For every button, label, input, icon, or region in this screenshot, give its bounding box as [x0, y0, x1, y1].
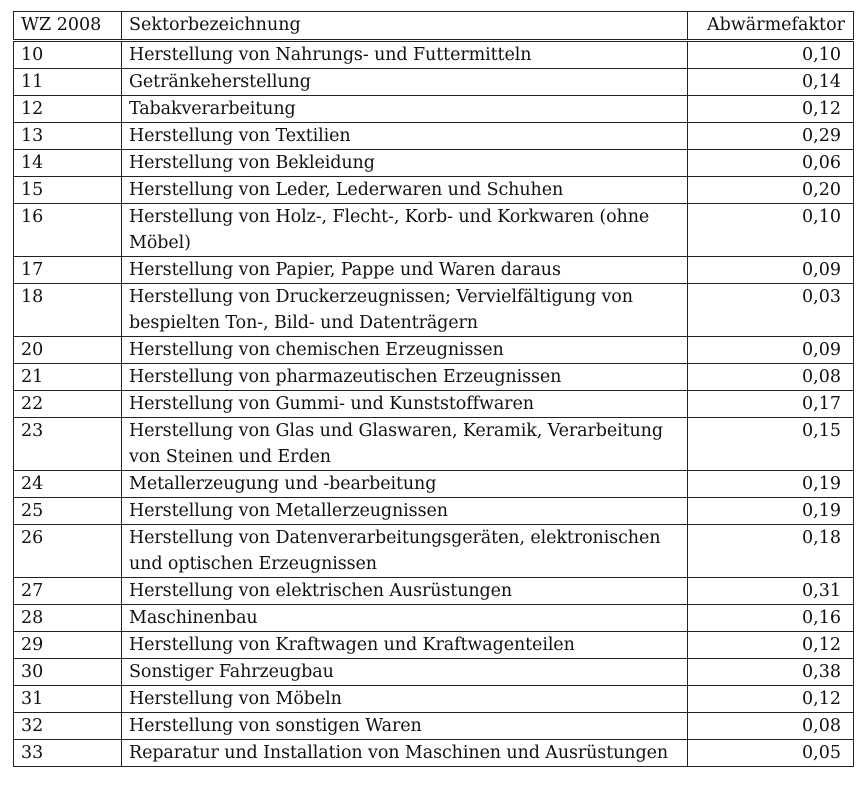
cell-wz-code: 15: [14, 177, 122, 204]
cell-sector-name: Herstellung von Möbeln: [122, 686, 688, 713]
table-row: [14, 578, 854, 605]
cell-wz-code: 16: [14, 204, 122, 257]
table-row: [14, 150, 854, 177]
table-row: [14, 204, 854, 257]
cell-sector-name: Herstellung von Gummi- und Kunststoffwaren: [122, 391, 688, 418]
cell-waste-heat-factor: 0,19: [688, 498, 854, 525]
table-row: [14, 525, 854, 578]
cell-sector-name: Getränkeherstellung: [122, 69, 688, 96]
cell-sector-name: Herstellung von Datenverarbeitungsgeräten, elektronischen und optischen Erzeugnissen: [122, 525, 688, 578]
cell-sector-name: Maschinenbau: [122, 605, 688, 632]
table-row: [14, 41, 854, 69]
cell-wz-code: 31: [14, 686, 122, 713]
cell-sector-name: Metallerzeugung und -bearbeitung: [122, 471, 688, 498]
cell-sector-name: Herstellung von elektrischen Ausrüstungen: [122, 578, 688, 605]
cell-sector-name: Herstellung von Metallerzeugnissen: [122, 498, 688, 525]
cell-wz-code: 12: [14, 96, 122, 123]
table-row: [14, 713, 854, 740]
cell-sector-name: Sonstiger Fahrzeugbau: [122, 659, 688, 686]
cell-wz-code: 20: [14, 337, 122, 364]
cell-sector-name: Herstellung von pharmazeutischen Erzeugnissen: [122, 364, 688, 391]
cell-wz-code: 10: [14, 41, 122, 69]
cell-waste-heat-factor: 0,17: [688, 391, 854, 418]
cell-waste-heat-factor: 0,12: [688, 686, 854, 713]
cell-sector-name: Herstellung von Textilien: [122, 123, 688, 150]
cell-sector-name: Herstellung von Kraftwagen und Kraftwagenteilen: [122, 632, 688, 659]
cell-waste-heat-factor: 0,09: [688, 257, 854, 284]
cell-waste-heat-factor: 0,12: [688, 632, 854, 659]
table-row: [14, 177, 854, 204]
cell-wz-code: 23: [14, 418, 122, 471]
cell-sector-name: Herstellung von Druckerzeugnissen; Vervielfältigung von bespielten Ton-, Bild- und Datenträgern: [122, 284, 688, 337]
table-header-row: [14, 12, 854, 41]
cell-waste-heat-factor: 0,20: [688, 177, 854, 204]
cell-sector-name: Herstellung von Holz-, Flecht-, Korb- und Korkwaren (ohne Möbel): [122, 204, 688, 257]
cell-sector-name: Reparatur und Installation von Maschinen und Ausrüstungen: [122, 740, 688, 767]
cell-waste-heat-factor: 0,16: [688, 605, 854, 632]
table-row: [14, 69, 854, 96]
header-waste-heat-factor: Abwärmefaktor: [688, 12, 854, 41]
header-sector-name: Sektorbezeichnung: [122, 12, 688, 41]
cell-waste-heat-factor: 0,18: [688, 525, 854, 578]
cell-waste-heat-factor: 0,06: [688, 150, 854, 177]
cell-wz-code: 32: [14, 713, 122, 740]
table-row: [14, 686, 854, 713]
cell-wz-code: 21: [14, 364, 122, 391]
cell-wz-code: 27: [14, 578, 122, 605]
waste-heat-factor-table: [13, 11, 854, 767]
cell-waste-heat-factor: 0,10: [688, 41, 854, 69]
table-row: [14, 123, 854, 150]
cell-waste-heat-factor: 0,10: [688, 204, 854, 257]
table-row: [14, 740, 854, 767]
cell-wz-code: 29: [14, 632, 122, 659]
cell-waste-heat-factor: 0,31: [688, 578, 854, 605]
cell-sector-name: Herstellung von sonstigen Waren: [122, 713, 688, 740]
cell-waste-heat-factor: 0,08: [688, 713, 854, 740]
cell-sector-name: Herstellung von chemischen Erzeugnissen: [122, 337, 688, 364]
table-row: [14, 337, 854, 364]
header-wz-2008: WZ 2008: [14, 12, 122, 41]
cell-sector-name: Tabakverarbeitung: [122, 96, 688, 123]
cell-waste-heat-factor: 0,14: [688, 69, 854, 96]
cell-waste-heat-factor: 0,12: [688, 96, 854, 123]
table-row: [14, 498, 854, 525]
table-row: [14, 418, 854, 471]
cell-wz-code: 13: [14, 123, 122, 150]
cell-waste-heat-factor: 0,15: [688, 418, 854, 471]
cell-wz-code: 11: [14, 69, 122, 96]
cell-waste-heat-factor: 0,08: [688, 364, 854, 391]
cell-wz-code: 14: [14, 150, 122, 177]
table-row: [14, 257, 854, 284]
table-row: [14, 632, 854, 659]
cell-sector-name: Herstellung von Nahrungs- und Futtermitteln: [122, 41, 688, 69]
table-container: [13, 11, 853, 767]
table-row: [14, 96, 854, 123]
cell-wz-code: 26: [14, 525, 122, 578]
cell-waste-heat-factor: 0,19: [688, 471, 854, 498]
cell-waste-heat-factor: 0,09: [688, 337, 854, 364]
cell-wz-code: 30: [14, 659, 122, 686]
cell-waste-heat-factor: 0,29: [688, 123, 854, 150]
cell-wz-code: 18: [14, 284, 122, 337]
table-row: [14, 284, 854, 337]
table-body: [14, 41, 854, 767]
table-row: [14, 605, 854, 632]
table-row: [14, 659, 854, 686]
cell-waste-heat-factor: 0,03: [688, 284, 854, 337]
cell-sector-name: Herstellung von Glas und Glaswaren, Keramik, Verarbeitung von Steinen und Erden: [122, 418, 688, 471]
cell-wz-code: 17: [14, 257, 122, 284]
table-row: [14, 364, 854, 391]
cell-waste-heat-factor: 0,05: [688, 740, 854, 767]
cell-sector-name: Herstellung von Papier, Pappe und Waren daraus: [122, 257, 688, 284]
cell-wz-code: 24: [14, 471, 122, 498]
table-row: [14, 471, 854, 498]
table-row: [14, 391, 854, 418]
cell-wz-code: 28: [14, 605, 122, 632]
cell-waste-heat-factor: 0,38: [688, 659, 854, 686]
cell-wz-code: 25: [14, 498, 122, 525]
cell-sector-name: Herstellung von Bekleidung: [122, 150, 688, 177]
cell-wz-code: 33: [14, 740, 122, 767]
cell-wz-code: 22: [14, 391, 122, 418]
cell-sector-name: Herstellung von Leder, Lederwaren und Schuhen: [122, 177, 688, 204]
